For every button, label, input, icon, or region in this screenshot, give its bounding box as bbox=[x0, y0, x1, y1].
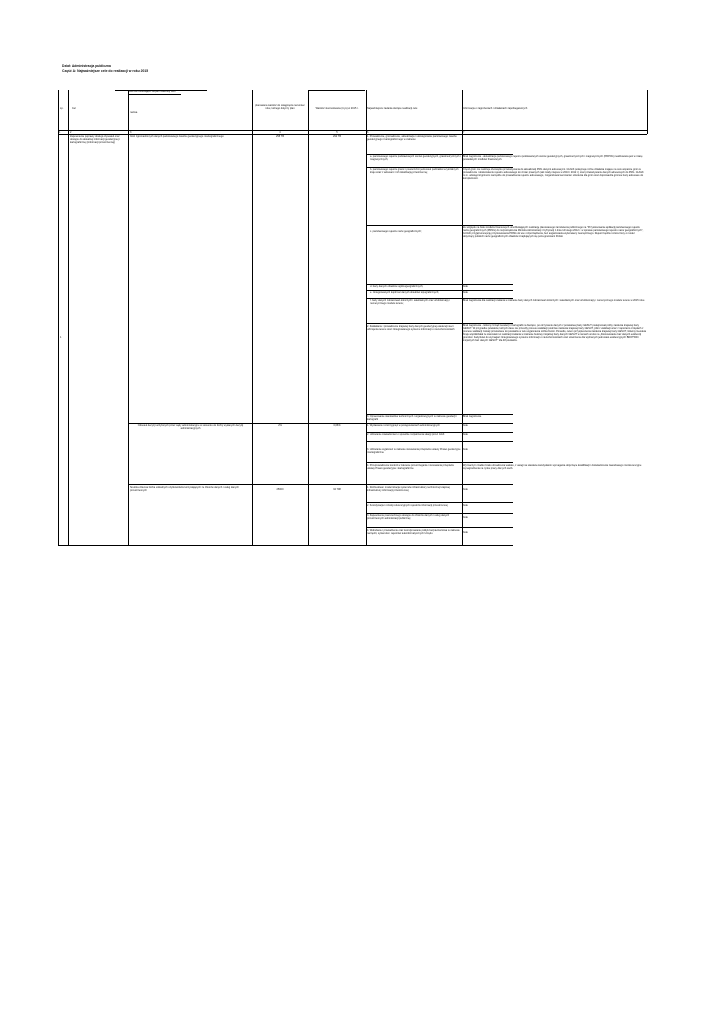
goal-text: Zapewnienie poprawy obsługi obywateli oraz dostępu do aktualnej informacji geodezyjnej i kartograficznej (informacji przestrzennej) bbox=[70, 135, 120, 145]
document-title: Dział: Administracja publiczna bbox=[62, 64, 111, 68]
task-cell: e. zintegrowanych kopii baz danych obiektów topograficznych; bbox=[370, 291, 439, 294]
measure-name: Odsetek decyzji uchylonych przez sądy administracyjne w stosunku do liczby wydanych decyzji administracyjnych bbox=[137, 424, 244, 431]
info-cell: brak bbox=[463, 291, 468, 294]
header-wartosc: Wartość skumulowana (t.tys) w 2015 r. bbox=[315, 107, 359, 110]
col-number: 4 bbox=[279, 131, 281, 134]
measure-cumulative: 0,66% bbox=[333, 424, 341, 427]
grid-line bbox=[308, 90, 365, 91]
task-cell: 2. Koordynacja i rozwój referencyjnych rejestrów informacji przestrzennej bbox=[367, 504, 448, 507]
info-cell: brak bbox=[463, 424, 468, 427]
header-cel: Cel bbox=[72, 107, 76, 110]
info-cell: Wyznaczym rzadko braku obsadzenia wakatu, z uwagi na stawiane kandydatom wymagania dotyczące kwalifikacji i doświadczenia zawodowego i konkurencyjne wynagrodzenia na rynku pracy dla tych osób. bbox=[463, 464, 642, 471]
task-cell: 3. Udzielanie wyjaśnień w zakresie stosowania przepisów ustawy Prawo geodezyjne i kartograficzne bbox=[367, 448, 461, 455]
info-cell: brak bbox=[463, 488, 468, 491]
task-cell: 1. Wydawanie rozstrzygnięć w postępowaniach administracyjnych bbox=[367, 424, 440, 427]
header-nazwa: nazwa bbox=[130, 111, 138, 114]
grid-line bbox=[128, 94, 181, 95]
info-cell: brak bbox=[463, 516, 468, 519]
grid-line bbox=[58, 90, 59, 545]
task-cell: a. państwowego rejestru podstawowych osnów geodezyjnych, grawimetrycznych i magnetycznych; bbox=[370, 155, 461, 162]
task-cell: 4. Wdrażanie i prowadzenie oraz koordynowanie polityk bezpieczeństwa w zakresie narzędzi, systemów i rejestrów teleinformatycznych Urzędu bbox=[367, 529, 460, 536]
header-informacja: Informacja o zagrożeniach i działaniach zapobiegawczych bbox=[463, 107, 528, 110]
col-number: 6 bbox=[367, 131, 369, 134]
task-cell: c. państwowego rejestru nazw geograficznych; bbox=[370, 230, 422, 233]
grid-line bbox=[366, 502, 513, 503]
info-cell: brak bbox=[463, 504, 468, 507]
info-cell: Część gmin nie realizuje obowiązku przekazywania do aktualizacji PRG danymi adresowymi. GUGiK podejmuje różne działania mające na celu wsparcie gmin w prowadzeniu i doskonaleniu rejestru adresowego do zmian prawnych (akt miały miejsce w 2010 i 2012 r.) oraz przekazywaniu danych adresowych do PRG. GUGiK m.in. udostępnił gminom narzędzie do prowadzenia rejestru adresowego, zorganizował seminaria i szkolenia dla gmin oraz doprowadza gminne bazy adresowe do kompletności. bbox=[463, 168, 644, 181]
grid-line bbox=[68, 90, 69, 545]
grid-line bbox=[647, 90, 648, 134]
measure-planned: 25000 bbox=[276, 488, 284, 491]
task-cell: 4. Przeprowadzenie kontroli w zakresie przestrzegania i stosowania przepisów ustawy Prawo geodezyjne i kartograficzne bbox=[367, 464, 454, 471]
task-cell: 2. Zakładanie i prowadzenie krajowej bazy danych geodezyjnej ewidencji sieci uzbrojenia terenu oraz zintegrowanego systemu informacji o nieruchomościach bbox=[367, 325, 455, 332]
info-cell: brak bbox=[463, 448, 468, 451]
task-cell: b. państwowego rejestru granic i powierzchni jednostek podziałów terytorialnych kraju wraz z adresami i ich lokalizacją przestrzenną; bbox=[370, 168, 459, 175]
info-cell: Brak zagrożenia dla realizacji zadania w zakresie bazy danych zobrazowań lotniczych i satelitarnych oraz ortofotomapy i numerycznego modelu terenu w 2015 roku. bbox=[463, 299, 645, 302]
grid-line bbox=[366, 527, 513, 528]
measure-name: Ilość zgromadzonych danych państwowego zasobu geodezyjnego i kartograficznego bbox=[130, 135, 224, 138]
grid-line bbox=[128, 484, 513, 485]
header-mierniki-group: Mierniki określające stopień realizacji celu bbox=[129, 90, 176, 93]
info-cell: Brak zagrożenia - aktualizacja państwowego rejestru podstawowych osnów geodezyjnych, grawimetrycznych i magnetycznych (PRPOG) realizowana jest w miarę posiadanych środków finansowych. bbox=[463, 155, 643, 162]
col-number: 3 bbox=[130, 131, 132, 134]
measure-planned: 2% bbox=[278, 424, 282, 427]
header-lp: Lp. bbox=[60, 107, 64, 110]
task-cell: 3. Zapewnienie powszechnego dostępu do zbiorów danych i usług danych przestrzennych administracji publicznej bbox=[367, 514, 450, 521]
grid-line bbox=[366, 441, 513, 442]
info-cell: brak bbox=[463, 433, 468, 436]
info-cell: Brak zagrożenia - Główny Urząd Geodezji i Kartografii na bieżąco, po otrzymaniu danych z powiatowej bazy GESUT podejmował próby zasilenia krajowej bazy GESUT. W przypadku powiatów, których dane nie przeszły procesu walidacji podczas zasilenia krajowej bazy GESUT, pliki z walidacji wraz z raportami o błędach z procesu walidacji zostały przekazane do powiatów w celu wyjaśnienia rozbieżności. Ponadto, celem przyspieszenia zasilenia krajowej bazy GESUT, Główny Geodeta Kraju współdziałał ze starostami w realizacji zadania w zakresie budowy inicjalnej bazy danych GESUT w ramach umów na „Dostosowanie baz danych ewidencji gruntów i budynków do wymagań zintegrowanego systemu informacji o nieruchomościach oraz utworzenie dla wybranych jednostek ewidencyjnych BDOT500 i inicjalnych baz danych GESUT" dla 48 powiatów. bbox=[463, 324, 646, 343]
task-cell: f. bazy danych zobrazowań lotniczych i satelitarnych oraz ortofotomapy i numerycznego modelu terenu; bbox=[370, 299, 451, 306]
grid-line bbox=[366, 462, 513, 463]
info-cell: brak bbox=[463, 285, 468, 288]
task-intro: 1. Prowadzenie, gromadzenie, aktualizacja i udostępnianie państwowego zasobu geodezyjnego i kartograficznego w zakresie: bbox=[367, 135, 457, 142]
info-cell: Brak zagrożenia. bbox=[463, 415, 482, 418]
info-cell: brak bbox=[463, 531, 468, 534]
grid-line bbox=[128, 90, 129, 545]
grid-line bbox=[308, 90, 309, 545]
measure-planned: 258 TB bbox=[275, 135, 284, 138]
measure-cumulative: 292 TB bbox=[332, 135, 341, 138]
task-cell: 2. Udzielanie zawiadomień o sposobie rozpatrzenia skargi przez GGK bbox=[367, 433, 445, 436]
info-cell: Ze względu na brak środków finansowych umożliwiających realizację planowanego zamówienia publicznego na "Przystosowanie aplikacji państwowego rejestru nazw geograficznych (PRNG) do rozporządzenia Ministra Administracji i Cyfryzacji z dnia 14 lutego 2012 r. w sprawie państwowego rejestru nazw geograficznych", GUGiK przyjął koncepcję przystosowania PRNG do ww. rozporządzenia, bez angażowania wykonawcy zewnętrznego. Rejestr będzie rozszerzony o model dotyczący polskich nazw geograficznych obiektów znajdujących się poza granicami Polski. bbox=[463, 226, 644, 239]
col-number: 5 bbox=[336, 131, 338, 134]
grid-line bbox=[58, 545, 513, 546]
document-subtitle: Część A: Najważniejsze cele do realizacji w roku 2015 bbox=[62, 69, 149, 73]
task-cell: 1. Rozbudowa i modernizacja systemów infrastruktury technicznej krajowej infrastruktury informacji przestrzennej bbox=[367, 486, 450, 493]
row-number: 1 bbox=[60, 336, 62, 339]
measure-cumulative: 34 798 bbox=[333, 488, 341, 491]
task-cell: 3. Opracowanie standardów technicznych i organizacyjnych w zakresie geodezji i kartografii bbox=[367, 415, 457, 422]
task-cell: d. bazy danych obiektów ogólnogeograficznych; bbox=[370, 285, 424, 288]
measure-name: Średnia dzienna liczba unikalnych użytkowników korzystających ze zbiorów danych i usług danych przestrzennych bbox=[130, 486, 239, 493]
header-planowana: planowana wartość do osiągnięcia na koniec roku, którego dotyczy plan bbox=[255, 104, 305, 111]
col-number: 2 bbox=[70, 131, 72, 134]
col-number: 1 bbox=[59, 131, 61, 134]
header-zadania: Najważniejsze zadania służące realizacji celu bbox=[367, 107, 418, 110]
col-number: 7 bbox=[463, 131, 465, 134]
grid-line bbox=[252, 90, 253, 545]
